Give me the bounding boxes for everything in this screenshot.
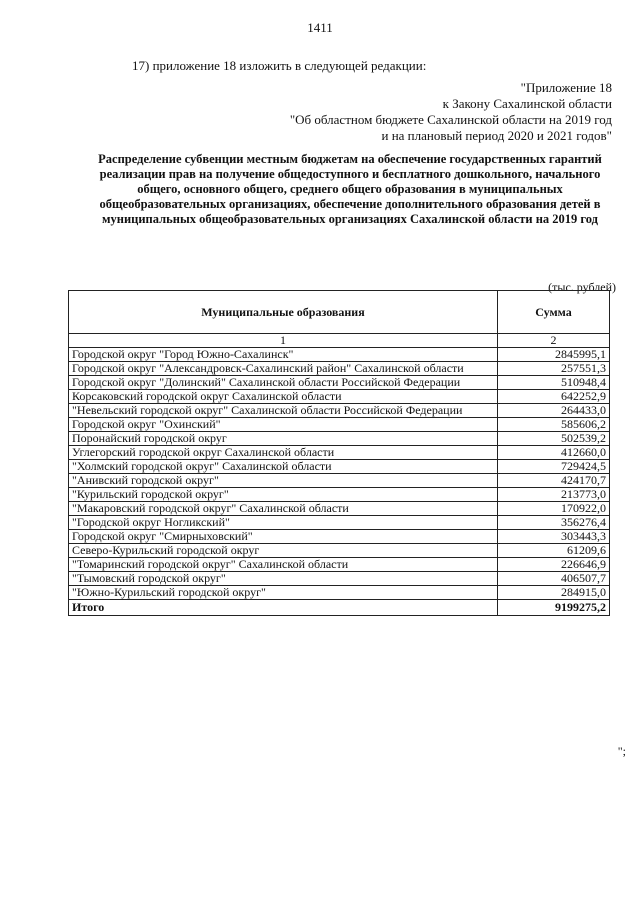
closing-quote: "; bbox=[617, 744, 626, 758]
municipality-name: Городской округ "Город Южно-Сахалинск" bbox=[69, 348, 498, 362]
municipality-sum: 2845995,1 bbox=[497, 348, 609, 362]
table-row bbox=[69, 502, 610, 516]
table-row bbox=[69, 376, 610, 390]
municipality-sum: 303443,3 bbox=[497, 530, 609, 544]
header-municipalities: Муниципальные образования bbox=[69, 291, 498, 334]
municipality-name: Корсаковский городской округ Сахалинской области bbox=[69, 390, 498, 404]
municipality-name: Городской округ "Смирныховский" bbox=[69, 530, 498, 544]
municipality-name: "Макаровский городской округ" Сахалинской области bbox=[69, 502, 498, 516]
table-row bbox=[69, 460, 610, 474]
table-row bbox=[69, 390, 610, 404]
municipality-name: Поронайский городской округ bbox=[69, 432, 498, 446]
table-row bbox=[69, 474, 610, 488]
table-row bbox=[69, 516, 610, 530]
municipality-sum: 585606,2 bbox=[497, 418, 609, 432]
municipality-sum: 424170,7 bbox=[497, 474, 609, 488]
municipality-name: "Невельский городской округ" Сахалинской области Российской Федерации bbox=[69, 404, 498, 418]
municipality-name: "Тымовский городской округ" bbox=[69, 572, 498, 586]
municipality-sum: 170922,0 bbox=[497, 502, 609, 516]
page-number: 1411 bbox=[307, 20, 333, 35]
municipality-sum: 61209,6 bbox=[497, 544, 609, 558]
municipality-name: Северо-Курильский городской округ bbox=[69, 544, 498, 558]
appendix-line: "Приложение 18 bbox=[520, 80, 612, 95]
header-sum: Сумма bbox=[497, 291, 609, 334]
municipality-name: "Томаринский городской округ" Сахалинской области bbox=[69, 558, 498, 572]
distribution-table bbox=[68, 290, 610, 616]
municipality-sum: 406507,7 bbox=[497, 572, 609, 586]
municipality-sum: 729424,5 bbox=[497, 460, 609, 474]
appendix-line: и на плановый период 2020 и 2021 годов" bbox=[381, 128, 612, 143]
total-row bbox=[69, 600, 610, 616]
table-header-row bbox=[69, 291, 610, 334]
instruction-text: 17) приложение 18 изложить в следующей редакции: bbox=[132, 58, 427, 73]
municipality-name: "Городской округ Ногликский" bbox=[69, 516, 498, 530]
table-row bbox=[69, 586, 610, 600]
appendix-line: "Об областном бюджете Сахалинской области на 2019 год bbox=[289, 112, 612, 127]
municipality-name: Городской округ "Долинский" Сахалинской области Российской Федерации bbox=[69, 376, 498, 390]
table-row bbox=[69, 530, 610, 544]
table-row bbox=[69, 418, 610, 432]
municipality-name: Углегорский городской округ Сахалинской области bbox=[69, 446, 498, 460]
municipality-name: Городской округ "Охинский" bbox=[69, 418, 498, 432]
municipality-sum: 642252,9 bbox=[497, 390, 609, 404]
municipality-name: Городской округ "Александровск-Сахалинский район" Сахалинской области bbox=[69, 362, 498, 376]
municipality-sum: 412660,0 bbox=[497, 446, 609, 460]
appendix-reference bbox=[290, 80, 612, 144]
table-row bbox=[69, 488, 610, 502]
table-body bbox=[69, 348, 610, 600]
units-label: (тыс. рублей) bbox=[548, 280, 616, 294]
municipality-sum: 356276,4 bbox=[497, 516, 609, 530]
document-title: Распределение субвенции местным бюджетам на обеспечение государственных гарантий реализации прав на получение общедоступного и бесплатного дошкольного, начального общего, основного общего, среднего общего образования в муниципальных общеобразовательных организациях, обеспечение дополнительного образования детей в муниципальных общеобразовательных организациях Сахалинской области на 2019 год bbox=[98, 152, 602, 226]
municipality-name: "Южно-Курильский городской округ" bbox=[69, 586, 498, 600]
municipality-sum: 264433,0 bbox=[497, 404, 609, 418]
municipality-name: "Анивский городской округ" bbox=[69, 474, 498, 488]
table-row bbox=[69, 572, 610, 586]
municipality-sum: 502539,2 bbox=[497, 432, 609, 446]
table-row bbox=[69, 404, 610, 418]
municipality-sum: 510948,4 bbox=[497, 376, 609, 390]
column-number-row bbox=[69, 334, 610, 348]
municipality-sum: 226646,9 bbox=[497, 558, 609, 572]
table-row bbox=[69, 348, 610, 362]
column-number: 1 bbox=[69, 334, 498, 348]
table-row bbox=[69, 432, 610, 446]
table-row bbox=[69, 446, 610, 460]
municipality-name: "Холмский городской округ" Сахалинской области bbox=[69, 460, 498, 474]
municipality-sum: 284915,0 bbox=[497, 586, 609, 600]
municipality-name: "Курильский городской округ" bbox=[69, 488, 498, 502]
table-row bbox=[69, 558, 610, 572]
total-label: Итого bbox=[69, 600, 498, 616]
appendix-line: к Закону Сахалинской области bbox=[442, 96, 612, 111]
column-number: 2 bbox=[497, 334, 609, 348]
municipality-sum: 257551,3 bbox=[497, 362, 609, 376]
municipality-sum: 213773,0 bbox=[497, 488, 609, 502]
table-row bbox=[69, 544, 610, 558]
distribution-table-wrapper bbox=[68, 290, 610, 616]
table-row bbox=[69, 362, 610, 376]
total-sum: 9199275,2 bbox=[497, 600, 609, 616]
